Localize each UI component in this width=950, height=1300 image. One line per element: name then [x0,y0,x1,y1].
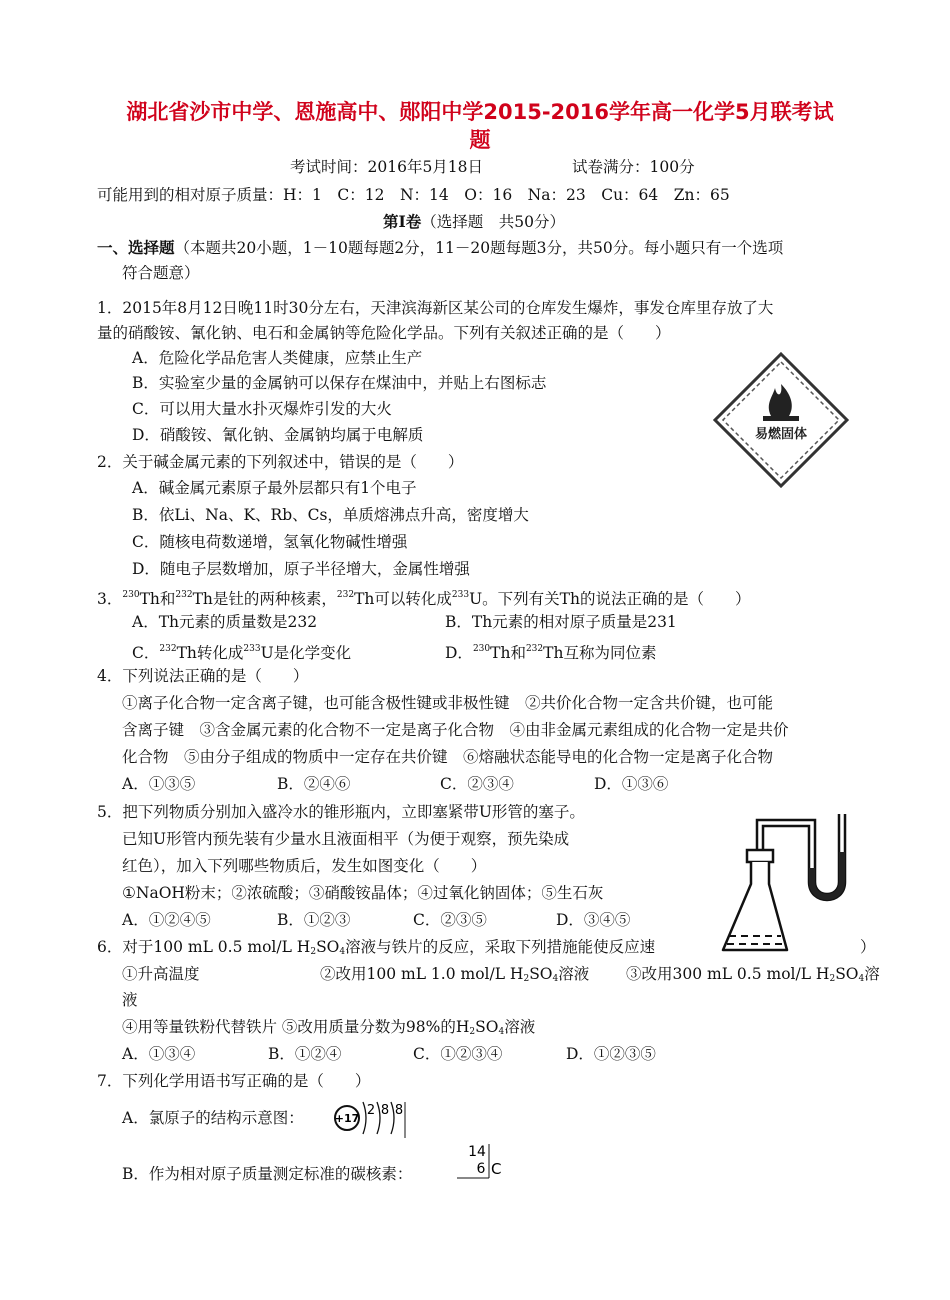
q5-option-d: D．③④⑤ [556,911,631,929]
q6-option-d: D．①②③⑤ [566,1045,656,1063]
part-heading [383,212,565,232]
q6-stem: 6．对于100 mL 0.5 mol/L $H_2SO_4$溶液与铁片的反应，采取下列措施能使反应速 [97,938,656,957]
q2-option-c: C．随核电荷数递增，氢氧化物碱性增强 [132,533,408,551]
exam-time: 考试时间：2016年5月18日 [290,158,484,176]
q5-stem-2: 已知U形管内预先装有少量水且液面相平（为便于观察，预先染成 [122,830,570,848]
q6-measure-2: ②改用100 mL 1.0 mol/L $H_2SO_4$溶液 [320,965,590,984]
q6-measure-3-wrap: 液 [122,991,138,1009]
q5-items: ①NaOH粉末；②浓硫酸；③硝酸铵晶体；④过氧化钠固体；⑤生石灰 [122,884,604,902]
q1-option-d: D．硝酸铵、氰化钠、金属钠均属于电解质 [132,426,424,444]
section-heading: 一、选择题 [97,238,175,257]
q1-option-b: B．实验室少量的金属钠可以保存在煤油中，并贴上右图标志 [132,374,547,392]
q3-option-b: B．Th元素的相对原子质量是231 [445,613,677,631]
q4-option-b: B．②④⑥ [277,775,351,793]
q4-stem: 4．下列说法正确的是（ ） [97,667,309,685]
q4-option-a: A．①③⑤ [122,775,196,793]
q4-option-d: D．①③⑥ [594,775,669,793]
q1-stem-1: 1．2015年8月12日晚11时30分左右，天津滨海新区某公司的仓库发生爆炸，事发仓库里存放了大 [97,299,774,317]
part-label: 第Ⅰ卷 [383,212,422,231]
q3-option-a: A．Th元素的质量数是232 [132,613,318,631]
atomic-masses: 可能用到的相对原子质量：H：1 C：12 N：14 O：16 Na：23 Cu：64 Zn：65 [97,186,730,204]
q2-stem: 2．关于碱金属元素的下列叙述中，错误的是（ ） [97,453,464,471]
q5-stem-3: 红色），加入下列哪些物质后，发生如图变化（ ） [122,857,487,875]
q6-stem-end: ） [860,938,876,956]
exam-title [95,98,865,154]
q1-stem-2: 量的硝酸铵、氰化钠、电石和金属钠等危险化学品。下列有关叙述正确的是（ ） [97,324,671,342]
q6-option-b: B．①②④ [268,1045,342,1063]
chlorine-atom-diagram [333,1094,413,1142]
q6-option-c: C．①②③④ [413,1045,503,1063]
q1-option-a: A．危险化学品危害人类健康，应禁止生产 [132,349,423,367]
q3-option-c: C．$^{232}$Th转化成$^{233}$U是化学变化 [132,644,352,662]
q5-option-b: B．①②③ [277,911,351,929]
q4-option-c: C．②③④ [440,775,514,793]
q4-statements-1: ①离子化合物一定含离子键，也可能含极性键或非极性键 ②共价化合物一定含共价键，也可能 [122,694,774,712]
q5-stem-1: 5．把下列物质分别加入盛冷水的锥形瓶内，立即塞紧带U形管的塞子。 [97,803,585,821]
element-symbol: C [491,1160,502,1178]
q3-stem: 3．$^{230}$Th和$^{232}$Th是钍的两种核素，$^{232}$Th可以转化成$^{233}$U。下列有关Th的说法正确的是（ ） [97,590,751,608]
sign-label: 易燃固体 [754,427,808,442]
q7-stem: 7．下列化学用语书写正确的是（ ） [97,1072,371,1090]
q2-option-d: D．随电子层数增加，原子半径增大，金属性增强 [132,560,470,578]
q6-measures-4-5: ④用等量铁粉代替铁片 ⑤改用质量分数为98%的$H_2SO_4$溶液 [122,1018,536,1037]
q5-option-c: C．②③⑤ [413,911,487,929]
mass-number: 14 [468,1144,486,1160]
title-line-2: 题 [469,128,491,152]
section-instructions-2: 符合题意） [122,264,200,282]
atomic-number: 6 [476,1161,486,1177]
q7-option-b: B．作为相对原子质量测定标准的碳核素： [122,1165,413,1183]
q4-statements-3: 化合物 ⑤由分子组成的物质中一定存在共价键 ⑥熔融状态能导电的化合物一定是离子化合物 [122,748,774,766]
q6-measure-1: ①升高温度 [122,965,200,983]
flask-u-tube-diagram [715,812,867,958]
q2-option-b: B．依Li、Na、K、Rb、Cs，单质熔沸点升高，密度增大 [132,506,529,524]
shell-3-electrons: 8 [394,1103,404,1118]
q6-option-a: A．①③④ [122,1045,196,1063]
carbon-nuclide-notation [455,1142,507,1186]
q7-option-a: A．氯原子的结构示意图： [122,1109,304,1127]
section-instructions: 一、选择题（本题共20小题，1－10题每题2分，11－20题每题3分，共50分。每小题只有一个选项 [97,238,784,257]
full-score: 试卷满分：100分 [572,158,695,176]
shell-1-electrons: 2 [366,1103,376,1118]
q3-option-d: D．$^{230}$Th和$^{232}$Th互称为同位素 [445,644,657,662]
q1-option-c: C．可以用大量水扑灭爆炸引发的大火 [132,400,392,418]
q6-measure-3: ③改用300 mL 0.5 mol/L $H_2SO_4$溶 [626,965,880,984]
flammable-solid-sign [713,352,849,488]
q5-option-a: A．①②④⑤ [122,911,211,929]
nucleus-charge: +17 [334,1112,360,1125]
shell-2-electrons: 8 [380,1103,390,1118]
q4-statements-2: 含离子键 ③含金属元素的化合物不一定是离子化合物 ④由非金属元素组成的化合物一定是共价 [122,721,789,739]
part-note: （选择题 共50分） [421,213,565,231]
q2-option-a: A．碱金属元素原子最外层都只有1个电子 [132,479,417,497]
title-line-1: 湖北省沙市中学、恩施高中、郧阳中学2015-2016学年高一化学5月联考试 [126,100,834,124]
